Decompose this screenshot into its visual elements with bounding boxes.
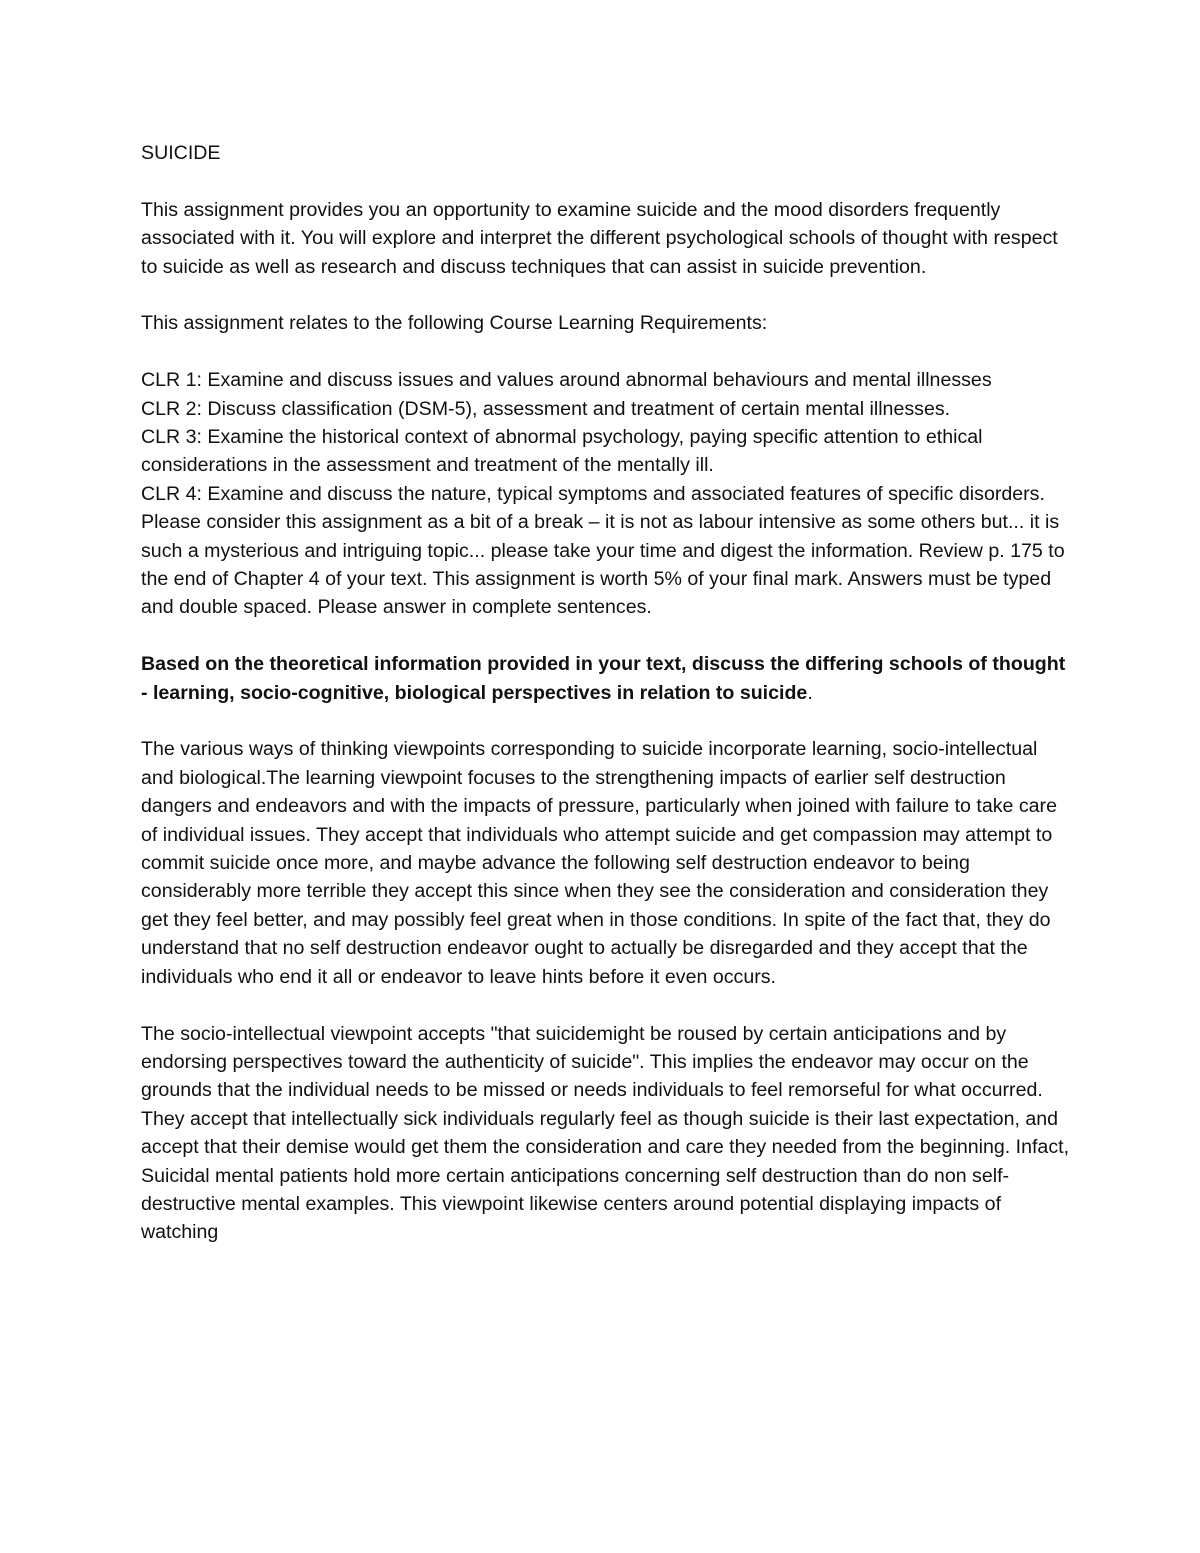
clr-item-2: CLR 2: Discuss classification (DSM-5), assessment and treatment of certain mental illnesses. bbox=[141, 397, 951, 420]
clr-item-3: CLR 3: Examine the historical context of abnormal psychology, paying specific attention to ethical considerations in the assessment and treatment of the mentally ill. bbox=[141, 426, 983, 477]
spacer bbox=[141, 991, 1071, 1019]
answer-paragraph-learning: The various ways of thinking viewpoints corresponding to suicide incorporate learning, socio-intellectual and biological.The learning viewpoint focuses to the strengthening impacts of earlier self destruction dangers and endeavors and with the impacts of pressure, particularly when joined with failure to take care of individual issues. They accept that individuals who attempt suicide and get compassion may attempt to commit suicide once more, and maybe advance the following self destruction endeavor to being considerably more terrible they accept this since when they see the consideration and consideration they get they feel better, and may possibly feel great when in those conditions. In spite of the fact that, they do understand that no self destruction endeavor ought to actually be disregarded and they accept that the individuals who end it all or endeavor to leave hints before it even occurs. bbox=[141, 738, 1057, 988]
spacer bbox=[141, 707, 1071, 735]
intro-paragraph: This assignment provides you an opportunity to examine suicide and the mood disorders frequently associated with it. You will explore and interpret the different psychological schools of thought with respect to suicide as well as research and discuss techniques that can assist in suicide prevention. bbox=[141, 198, 1058, 278]
spacer bbox=[141, 167, 1071, 195]
instructions-paragraph: Please consider this assignment as a bit of a break – it is not as labour intensive as some others but... it is such a mysterious and intriguing topic... please take your time and digest the information. Review p. 175 to the end of Chapter 4 of your text. This assignment is worth 5% of your final mark. Answers must be typed and double spaced. Please answer in complete sentences. bbox=[141, 511, 1065, 619]
spacer bbox=[141, 281, 1071, 309]
document-page bbox=[141, 139, 1071, 1247]
clr-item-4: CLR 4: Examine and discuss the nature, typical symptoms and associated features of specific disorders. bbox=[141, 482, 1045, 505]
question-paragraph bbox=[141, 650, 1071, 707]
spacer bbox=[141, 622, 1071, 650]
question-text: Based on the theoretical information provided in your text, discuss the differing schools of thought - learning, socio-cognitive, biological perspectives in relation to suicide bbox=[141, 653, 1066, 704]
document-title: SUICIDE bbox=[141, 142, 221, 164]
clr-intro: This assignment relates to the following Course Learning Requirements: bbox=[141, 312, 768, 335]
question-period: . bbox=[807, 681, 813, 704]
answer-paragraph-socio-intellectual: The socio-intellectual viewpoint accepts "that suicidemight be roused by certain anticipations and by endorsing perspectives toward the authenticity of suicide". This implies the endeavor may occur on the grounds that the individual needs to be missed or needs individuals to feel remorseful for what occurred. They accept that intellectually sick individuals regularly feel as though suicide is their last expectation, and accept that their demise would get them the consideration and care they needed from the beginning. Infact, Suicidal mental patients hold more certain anticipations concerning self destruction than do non self-destructive mental examples. This viewpoint likewise centers around potential displaying impacts of watching bbox=[141, 1022, 1070, 1244]
spacer bbox=[141, 338, 1071, 366]
clr-item-1: CLR 1: Examine and discuss issues and values around abnormal behaviours and mental illnesses bbox=[141, 369, 992, 392]
